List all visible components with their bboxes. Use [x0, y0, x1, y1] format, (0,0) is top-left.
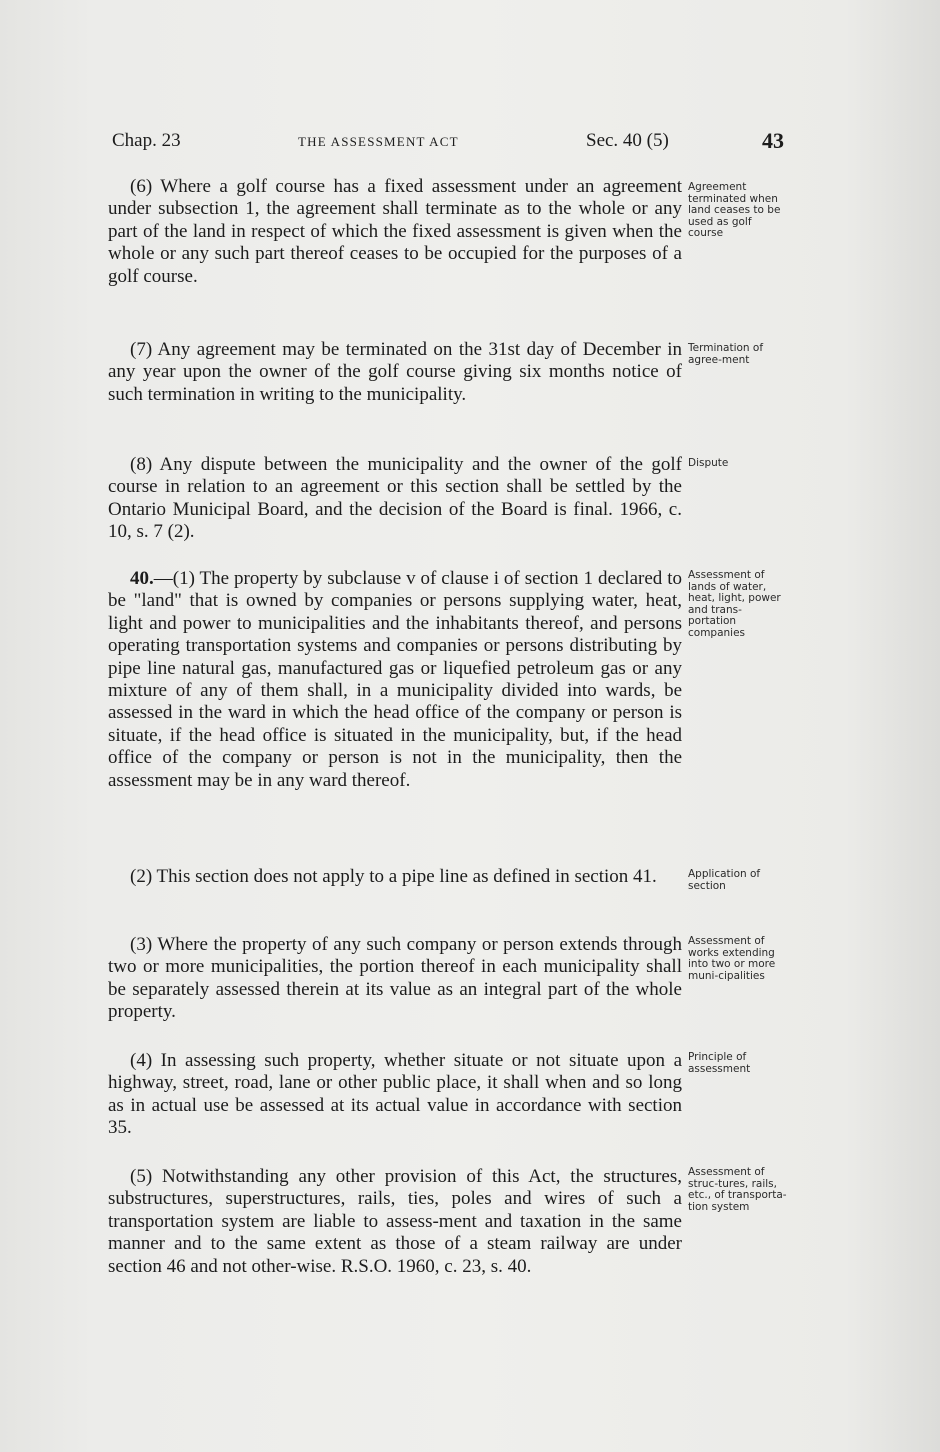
running-header	[112, 130, 792, 160]
subsection-8	[108, 454, 682, 544]
subsection-6	[108, 176, 682, 288]
section-number: 40.	[130, 568, 154, 589]
subsection-lead: (2) This section does not apply to a pipe line as defined	[130, 866, 551, 887]
subsection-text: of the golf course in relation to an agreement or this section shall be settled by the Ontario Municipal Board, and the decision of the Board is final. 1966, c. 10, s. 7 (2).	[108, 454, 682, 543]
subsection-5	[108, 1166, 682, 1278]
margin-note-works-extending: Assessment of works extending into two or more muni-cipalities	[688, 935, 776, 982]
act-title: THE ASSESSMENT ACT	[298, 134, 459, 149]
subsection-text: situate upon a highway, street, road, lane or other public place, it shall when and so long as in actual use be assessed at its actual value in accordance with section 35.	[108, 1050, 682, 1139]
margin-note-application: Application of section	[688, 868, 761, 892]
subsection-lead: —(1) The property by subclause v of clause i of section 1	[153, 568, 593, 589]
subsection-text: agreement under subsection 1, the agreement shall terminate as to the whole or any part of the land in respect of which the fixed assessment is given when the whole or any such part thereof ceases to be occupied for the purposes of a golf course.	[108, 176, 683, 287]
subsection-lead: (6) Where a golf course has a fixed assessment under an	[130, 176, 595, 197]
margin-note-structures: Assessment of struc-tures, rails, etc., of transporta-tion system	[688, 1166, 787, 1213]
subsection-lead: (7) Any agreement may be terminated on the 31st day of	[130, 339, 577, 360]
subsection-lead: (8) Any dispute between the municipality and the owner	[130, 454, 587, 475]
subsection-2	[108, 866, 682, 888]
margin-note-principle: Principle of assessment	[688, 1051, 751, 1075]
section-reference: Sec. 40 (5)	[586, 130, 669, 151]
subsection-text: extends through two or more municipalities, the portion thereof in each municipality shall be separately assessed therein at its value as an integral part of the whole property.	[108, 934, 682, 1023]
subsection-text: structures, substructures, superstructures, rails, ties, poles and wires of such a transportation system are liable to assess-ment and taxation in the same manner and to the same extent as those of a steam railway are under section 46 and not other-wise. R.S.O. 1960, c. 23, s. 40.	[108, 1166, 682, 1277]
subsection-4	[108, 1050, 682, 1140]
margin-note-dispute: Dispute	[688, 457, 729, 469]
chapter-label: Chap. 23	[112, 130, 181, 151]
subsection-text: December in any year upon the owner of the golf course giving six months notice of such termination in writing to the municipality.	[108, 339, 683, 405]
subsection-3	[108, 934, 682, 1024]
subsection-text: declared to be "land" that is owned by companies or persons supplying water, heat, light and power to municipalities and the inhabitants thereof, and persons operating transportation systems and companies or persons distributing by pipe line natural gas, manufactured gas or liquefied petroleum gas or any mixture of any of them shall, in a municipality divided into wards, be assessed in the ward in which the head office of the company or person is situate, if the head office is situated in the municipality, but, if the head office of the company or person is not in the municipality, then the assessment may be in any ward thereof.	[108, 568, 683, 791]
section-40-subsection-1	[108, 568, 682, 792]
subsection-lead: (5) Notwithstanding any other provision of this Act, the	[130, 1166, 594, 1187]
subsection-7	[108, 339, 682, 406]
margin-note-agreement-terminated: Agreement terminated when land ceases to be used as golf course	[688, 181, 781, 239]
subsection-lead: (3) Where the property of any such company or person	[130, 934, 554, 955]
page-number: 43	[762, 128, 784, 153]
subsection-text: in section 41.	[554, 866, 657, 887]
margin-note-termination: Termination of agree-ment	[688, 342, 764, 366]
margin-note-assessment-of-lands: Assessment of lands of water, heat, light, power and trans-portation companies	[688, 569, 781, 639]
subsection-lead: (4) In assessing such property, whether situate or not	[130, 1050, 561, 1071]
